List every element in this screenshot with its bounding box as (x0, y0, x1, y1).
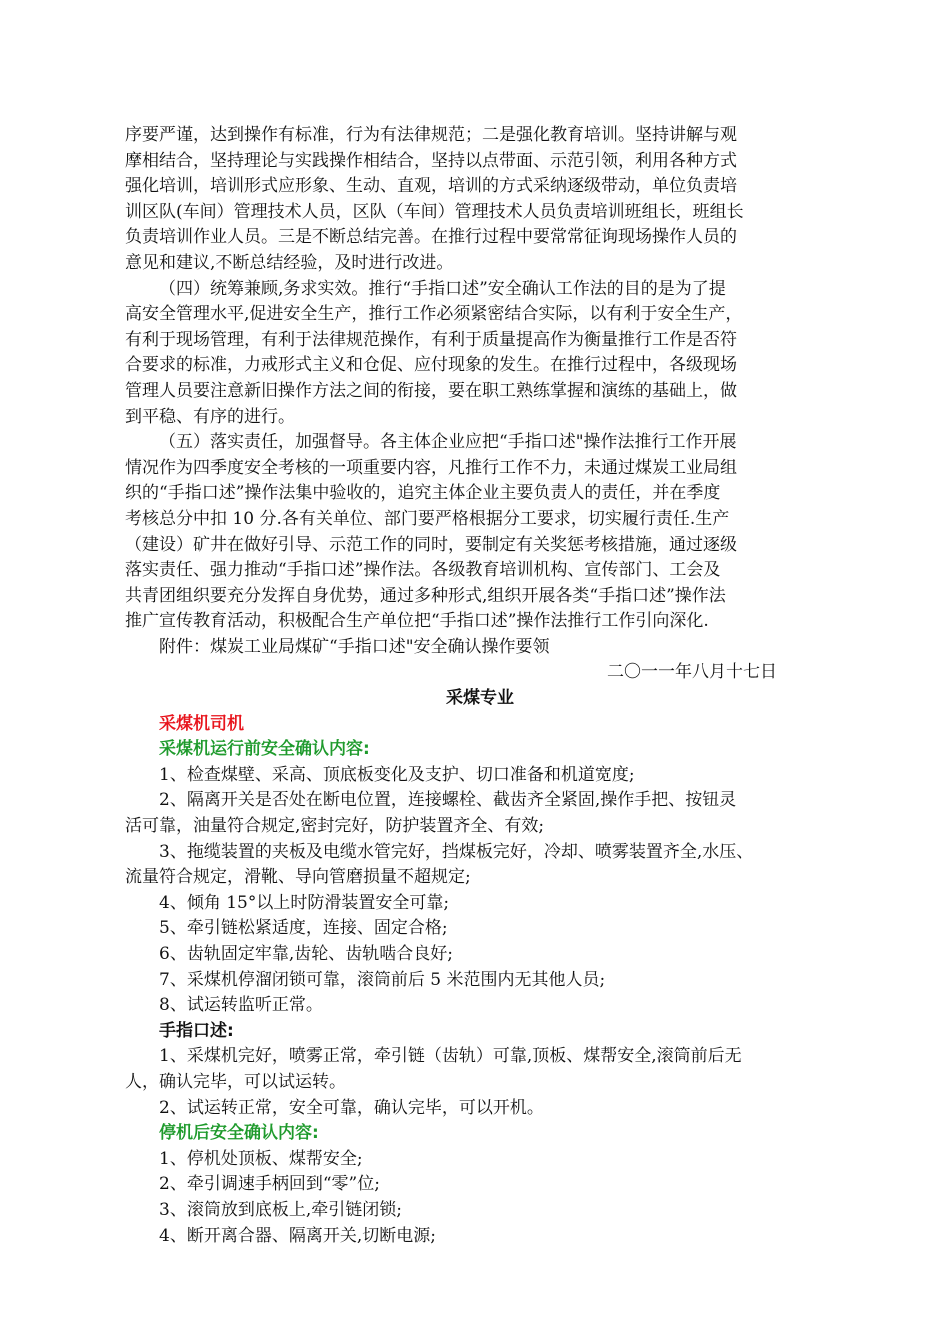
text-line: 落实责任、强力推动“手指口述”操作法。各级教育培训机构、宣传部门、工会及 (125, 560, 721, 581)
list-item: 3、滚筒放到底板上,牵引链闭锁; (159, 1199, 402, 1220)
list-item: 6、齿轨固定牢靠,齿轮、齿轨啮合良好; (159, 944, 453, 964)
paragraph-section-4 (125, 277, 835, 431)
list-item: 2、牵引调速手柄回到“零”位; (159, 1174, 380, 1195)
text-line: 织的“手指口述”操作法集中验收的，追究主体企业主要负责人的责任，并在季度 (125, 483, 721, 504)
stop-heading: 停机后安全确认内容: (159, 1123, 319, 1144)
list-item: 1、停机处顶板、煤帮安全; (159, 1148, 363, 1169)
role-title: 采煤机司机 (159, 713, 244, 734)
text-line: 到平稳、有序的进行。 (125, 406, 295, 427)
text-line: 情况作为四季度安全考核的一项重要内容，凡推行工作不力，未通过煤炭工业局组 (125, 457, 737, 478)
text-line: 序要严谨，达到操作有标准，行为有法律规范；二是强化教育培训。坚持讲解与观 (125, 125, 737, 145)
list-item: 4、断开离合器、隔离开关,切断电源; (159, 1225, 436, 1246)
paragraph-training (125, 123, 835, 277)
text-line: （五）落实责任，加强督导。各主体企业应把“手指口述"操作法推行工作开展 (159, 432, 737, 453)
list-item-continued: 人，确认完毕，可以试运转。 (125, 1071, 346, 1092)
text-line: （建设）矿井在做好引导、示范工作的同时，要制定有关奖惩考核措施，通过逐级 (125, 534, 737, 555)
document-body (125, 123, 835, 1249)
document-date: 二〇一一年八月十七日 (607, 662, 777, 683)
list-item: 1、采煤机完好，喷雾正常，牵引链（齿轨）可靠,顶板、煤帮安全,滚筒前后无 (159, 1046, 742, 1067)
pre-run-list (125, 763, 835, 1019)
text-line: 负责培训作业人员。三是不断总结完善。在推行过程中要常常征询现场操作人员的 (125, 227, 737, 248)
text-line: 强化培训，培训形式应形象、生动、直观，培训的方式采纳逐级带动，单位负责培 (125, 176, 737, 197)
text-line: 考核总分中扣 10 分.各有关单位、部门要严格根据分工要求，切实履行责任.生产 (125, 508, 730, 529)
text-line: 有利于现场管理，有利于法律规范操作，有利于质量提高作为衡量推行工作是否符 (125, 329, 737, 350)
list-item: 2、试运转正常，安全可靠，确认完毕，可以开机。 (159, 1097, 544, 1118)
text-line: 共青团组织要充分发挥自身优势，通过多种形式,组织开展各类“手指口述”操作法 (125, 585, 726, 606)
list-item: 7、采煤机停溜闭锁可靠，滚筒前后 5 米范围内无其他人员; (159, 969, 606, 990)
oral-list (125, 1044, 835, 1121)
text-line: 推广宣传教育活动，积极配合生产单位把“手指口述”操作法推行工作引向深化. (125, 611, 709, 632)
text-line: 管理人员要注意新旧操作方法之间的衔接，要在职工熟练掌握和演练的基础上，做 (125, 380, 737, 401)
list-item: 5、牵引链松紧适度，连接、固定合格; (159, 918, 448, 939)
oral-heading: 手指口述: (159, 1020, 234, 1041)
paragraph-section-5 (125, 430, 835, 635)
section-title: 采煤专业 (446, 688, 514, 709)
stop-list (125, 1147, 835, 1249)
list-item-continued: 流量符合规定，滑靴、导向管磨损量不超规定; (125, 867, 471, 888)
text-line: 训区队(车间）管理技术人员，区队（车间）管理技术人员负责培训班组长，班组长 (125, 201, 744, 222)
list-item: 1、检查煤壁、采高、顶底板变化及支护、切口准备和机道宽度; (159, 764, 635, 785)
attachment-note: 附件：煤炭工业局煤矿“手指口述"安全确认操作要领 (159, 636, 550, 657)
text-line: （四）统筹兼顾,务求实效。推行“手指口述”安全确认工作法的目的是为了提 (159, 278, 726, 299)
text-line: 高安全管理水平,促进安全生产，推行工作必须紧密结合实际，以有利于安全生产， (125, 304, 743, 325)
list-item: 2、隔离开关是否处在断电位置，连接螺栓、截齿齐全紧固,操作手把、按钮灵 (159, 790, 737, 811)
list-item: 8、试运转监听正常。 (159, 995, 323, 1016)
list-item: 3、拖缆装置的夹板及电缆水管完好，挡煤板完好，冷却、喷雾装置齐全,水压、 (159, 841, 754, 862)
text-line: 摩相结合，坚持理论与实践操作相结合，坚持以点带面、示范引领，利用各种方式 (125, 150, 737, 171)
text-line: 意见和建议,不断总结经验，及时进行改进。 (125, 252, 454, 273)
list-item-continued: 活可靠，油量符合规定,密封完好，防护装置齐全、有效; (125, 816, 545, 837)
text-line: 合要求的标准，力戒形式主义和仓促、应付现象的发生。在推行过程中，各级现场 (125, 355, 737, 376)
pre-run-heading: 采煤机运行前安全确认内容: (159, 739, 370, 760)
list-item: 4、倾角 15°以上时防滑装置安全可靠; (159, 892, 450, 913)
